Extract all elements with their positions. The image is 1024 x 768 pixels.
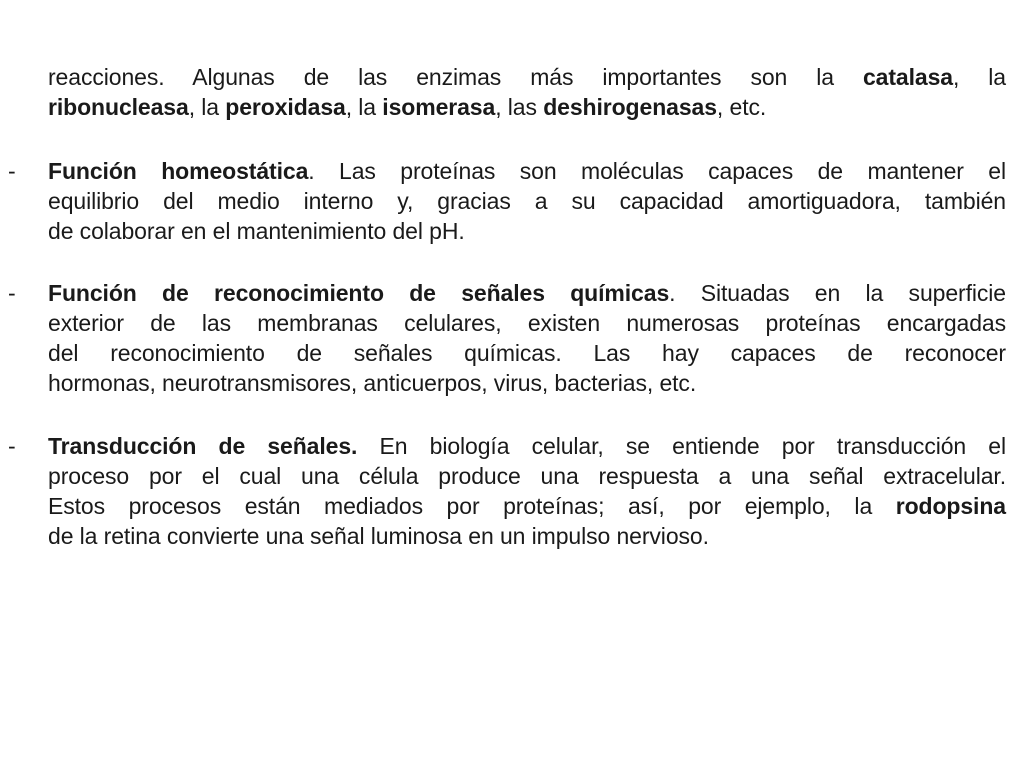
text-line [48, 186, 1006, 216]
bold-term: peroxidasa [225, 94, 346, 120]
text-line [48, 216, 1006, 246]
text-line [48, 521, 1006, 551]
text-run: reacciones. Algunas de las enzimas más importantes son la [48, 64, 863, 90]
text-run: del reconocimiento de señales químicas. Las hay capaces de reconocer [48, 340, 1006, 366]
bullet-dash: - [8, 158, 16, 184]
bold-term: Transducción de señales. [48, 433, 358, 459]
text-run: equilibrio del medio interno y, gracias a su capacidad amortiguadora, también [48, 188, 1006, 214]
text-run: de colaborar en el mantenimiento del pH. [48, 218, 465, 244]
text-run: , la [345, 94, 383, 120]
text-run: , la [188, 94, 226, 120]
text-line [48, 156, 1006, 186]
text-run: . Situadas en la superficie [669, 280, 1006, 306]
text-line [48, 62, 1006, 92]
paragraph-chemical-signal-recognition [48, 278, 1006, 398]
text-run: , las [495, 94, 544, 120]
text-run: de la retina convierte una señal luminosa en un impulso nervioso. [48, 523, 709, 549]
text-run: , la [952, 64, 1006, 90]
text-run: . Las proteínas son moléculas capaces de mantener el [308, 158, 1006, 184]
text-run: proceso por el cual una célula produce una respuesta a una señal extracelular. [48, 463, 1006, 489]
text-run: , etc. [716, 94, 767, 120]
text-line [48, 92, 1006, 122]
text-line [48, 278, 1006, 308]
text-run: hormonas, neurotransmisores, anticuerpos, virus, bacterias, etc. [48, 370, 697, 396]
text-line [48, 368, 1006, 398]
text-run: En biología celular, se entiende por transducción el [357, 433, 1006, 459]
text-line [48, 461, 1006, 491]
text-run: Estos procesos están mediados por proteínas; así, por ejemplo, la [48, 493, 896, 519]
paragraph-signal-transduction [48, 431, 1006, 551]
bullet-dash: - [8, 280, 16, 306]
text-line [48, 491, 1006, 521]
bold-term: Función homeostática [48, 158, 309, 184]
bold-term: rodopsina [895, 493, 1006, 519]
paragraph-homeostatic-function [48, 156, 1006, 246]
bullet-dash: - [8, 433, 16, 459]
bold-term: deshirogenasas [543, 94, 717, 120]
text-line [48, 431, 1006, 461]
bold-term: catalasa [862, 64, 953, 90]
text-line [48, 308, 1006, 338]
paragraph-enzymes [48, 62, 1006, 122]
text-line [48, 338, 1006, 368]
bold-term: Función de reconocimiento de señales químicas [48, 280, 670, 306]
bold-term: ribonucleasa [48, 94, 189, 120]
text-run: exterior de las membranas celulares, existen numerosas proteínas encargadas [48, 310, 1006, 336]
bold-term: isomerasa [382, 94, 496, 120]
